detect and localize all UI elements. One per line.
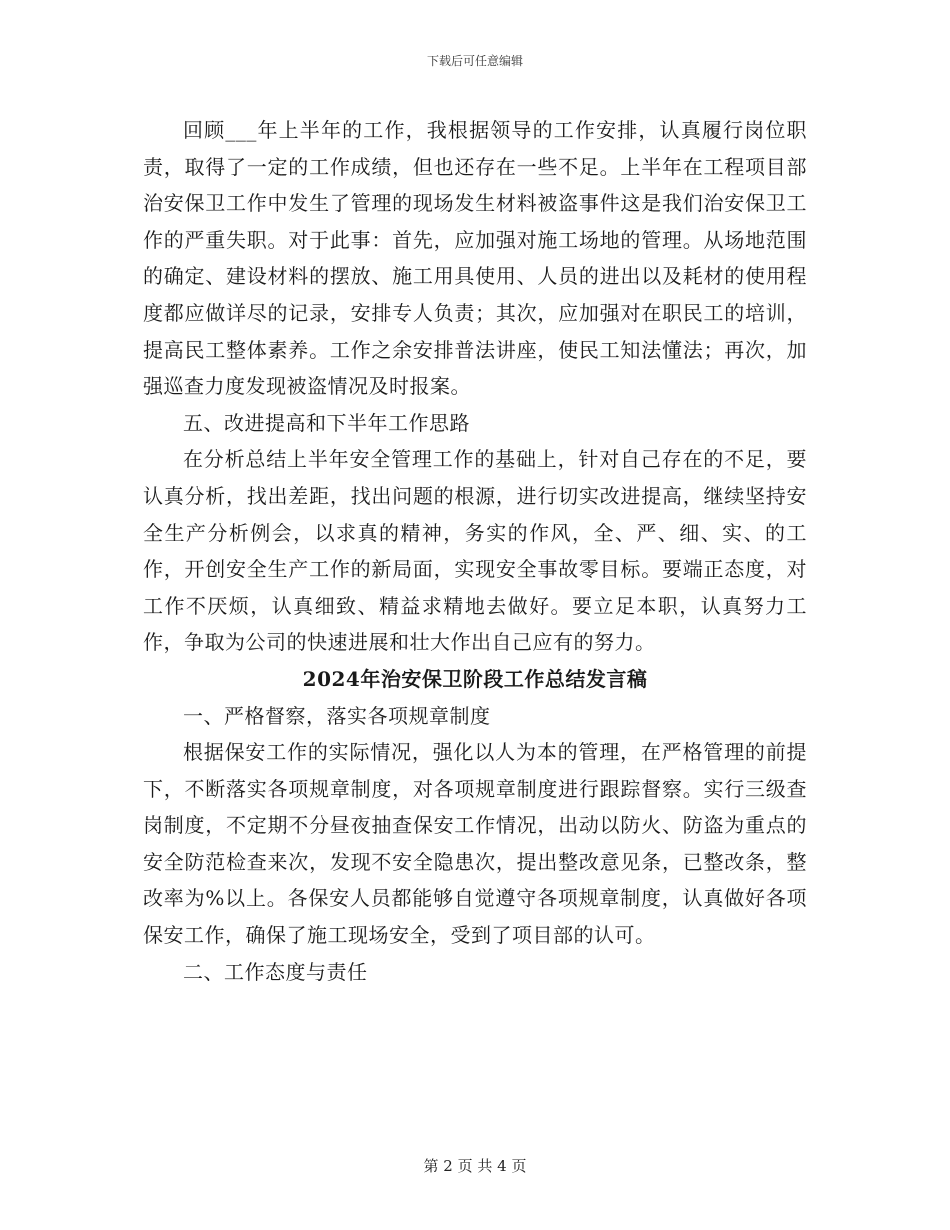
section-heading-two: 二、工作态度与责任	[183, 959, 368, 984]
section-heading-five: 五、改进提高和下半年工作思路	[183, 410, 470, 435]
page-header: 下载后可任意编辑	[426, 54, 523, 68]
section-heading-one: 一、严格督察，落实各项规章制度	[183, 703, 491, 728]
paragraph-review: 回顾___年上半年的工作，我根据领导的工作安排，认真履行岗位职责，取得了一定的工作成绩，但也还存在一些不足。上半年在工程项目部治安保卫工作中发生了管理的现场发生材料被盗事件这是我们治安保卫工作的严重失职。对于此事：首先，应加强对施工场地的管理。从场地范围的确定、建设材料的摆放、施工用具使用、人员的进出以及耗材的使用程度都应做详尽的记录，安排专人负责；其次，应加强对在职民工的培训，提高民工整体素养。工作之余安排普法讲座，使民工知法懂法；再次，加强巡查力度发现被盗情况及时报案。	[143, 118, 807, 399]
paragraph-improvement: 在分析总结上半年安全管理工作的基础上，针对自己存在的不足，要认真分析，找出差距，找出问题的根源，进行切实改进提高，继续坚持安全生产分析例会，以求真的精神，务实的作风，全、严、细、实、的工作，开创安全生产工作的新局面，实现安全事故零目标。要端正态度，对工作不厌烦，认真细致、精益求精地去做好。要立足本职，认真努力工作，争取为公司的快速进展和壮大作出自己应有的努力。	[143, 447, 807, 655]
page-footer: 第 2 页 共 4 页	[423, 1157, 527, 1175]
document-title: 2024年治安保卫阶段工作总结发言稿	[302, 666, 648, 691]
document-body	[143, 112, 807, 990]
paragraph-supervision: 根据保安工作的实际情况，强化以人为本的管理，在严格管理的前提下，不断落实各项规章制度，对各项规章制度进行跟踪督察。实行三级查岗制度，不定期不分昼夜抽查保安工作情况，出动以防火、防盗为重点的安全防范检查来次，发现不安全隐患次，提出整改意见条，已整改条，整改率为%以上。各保安人员都能够自觉遵守各项规章制度，认真做好各项保安工作，确保了施工现场安全，受到了项目部的认可。	[143, 740, 807, 948]
